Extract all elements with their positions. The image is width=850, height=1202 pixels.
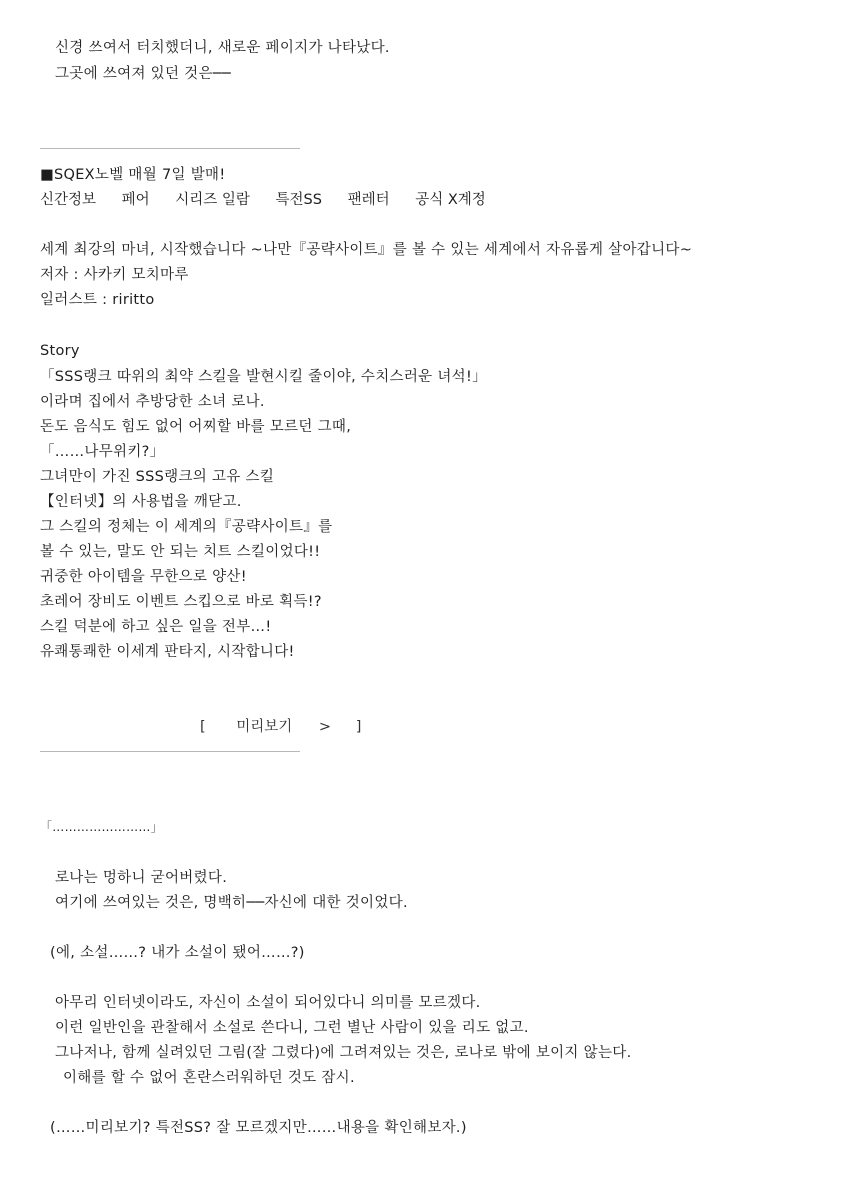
preview-label[interactable]: 미리보기 (236, 719, 293, 735)
intro-line: 그곳에 쓰여져 있던 것은── (55, 66, 231, 82)
narration-line: 여기에 쓰여있는 것은, 명백히──자신에 대한 것이었다. (55, 895, 408, 911)
narration-line: (……미리보기? 특전SS? 잘 모르겠지만……내용을 확인해보자.) (50, 1120, 467, 1136)
nav-link-fan-letter[interactable]: 팬레터 (347, 192, 390, 208)
nav-link-official-x[interactable]: 공식 X계정 (415, 192, 486, 208)
preview-link[interactable] (200, 717, 361, 737)
nav-link-series-list[interactable]: 시리즈 일람 (175, 192, 250, 208)
story-line: 스킬 덕분에 하고 싶은 일을 전부…! (40, 619, 272, 635)
nav-link-fair[interactable]: 페어 (121, 192, 150, 208)
narration-line: 그나저나, 함께 실려있던 그림(잘 그렸다)에 그려져있는 것은, 로나로 밖에 보이지 않는다. (55, 1045, 632, 1061)
narration-line: 이해를 할 수 없어 혼란스러워하던 것도 잠시. (63, 1070, 355, 1086)
open-bracket: [ (200, 719, 206, 735)
release-announcement: ■SQEX노벨 매월 7일 발매! (40, 167, 226, 183)
intro-line: 신경 쓰여서 터치했더니, 새로운 페이지가 나타났다. (55, 40, 390, 56)
story-line: 그 스킬의 정체는 이 세계의『공략사이트』를 (40, 519, 333, 535)
divider-bottom (40, 751, 300, 752)
story-line: 귀중한 아이템을 무한으로 양산! (40, 569, 247, 585)
narration-line: 아무리 인터넷이라도, 자신이 소설이 되어있다니 의미를 모르겠다. (55, 995, 481, 1011)
story-line: 초레어 장비도 이벤트 스킵으로 바로 획득!? (40, 594, 322, 610)
story-line: 돈도 음식도 힘도 없어 어찌할 바를 모르던 그때, (40, 419, 352, 435)
narration-line: (에, 소설……? 내가 소설이 됐어……?) (50, 945, 305, 961)
chevron-right-icon: > (318, 719, 332, 735)
nav-link-new-releases[interactable]: 신간정보 (40, 192, 97, 208)
story-line: 「SSS랭크 따위의 최약 스킬을 발현시킬 줄이야, 수치스러운 녀석!」 (40, 369, 487, 385)
close-bracket: ] (355, 719, 362, 735)
story-line: 유쾌통쾌한 이세계 판타지, 시작합니다! (40, 644, 295, 660)
story-line: 볼 수 있는, 말도 안 되는 치트 스킬이었다!! (40, 544, 321, 560)
book-author: 저자 : 사카키 모치마루 (40, 267, 189, 283)
narration-line: 로나는 멍하니 굳어버렸다. (55, 870, 228, 886)
story-line: 이라며 집에서 추방당한 소녀 로나. (40, 394, 265, 410)
divider-top (40, 148, 300, 149)
ellipsis-quote: 「……………………」 (40, 820, 164, 834)
book-illustrator: 일러스트 : riritto (40, 292, 155, 308)
narration-line: 이런 일반인을 관찰해서 소설로 쓴다니, 그런 별난 사람이 있을 리도 없고. (55, 1020, 529, 1036)
story-heading: Story (40, 343, 80, 359)
story-line: 그녀만이 가진 SSS랭크의 고유 스킬 (40, 469, 275, 485)
site-nav (40, 190, 507, 210)
story-line: 【인터넷】의 사용법을 깨닫고. (40, 494, 242, 510)
book-title: 세계 최강의 마녀, 시작했습니다 ~나만『공략사이트』를 볼 수 있는 세계에서 자유롭게 살아갑니다~ (40, 242, 693, 258)
story-line: 「……나무위키?」 (40, 444, 165, 460)
nav-link-bonus-ss[interactable]: 특전SS (275, 192, 322, 208)
